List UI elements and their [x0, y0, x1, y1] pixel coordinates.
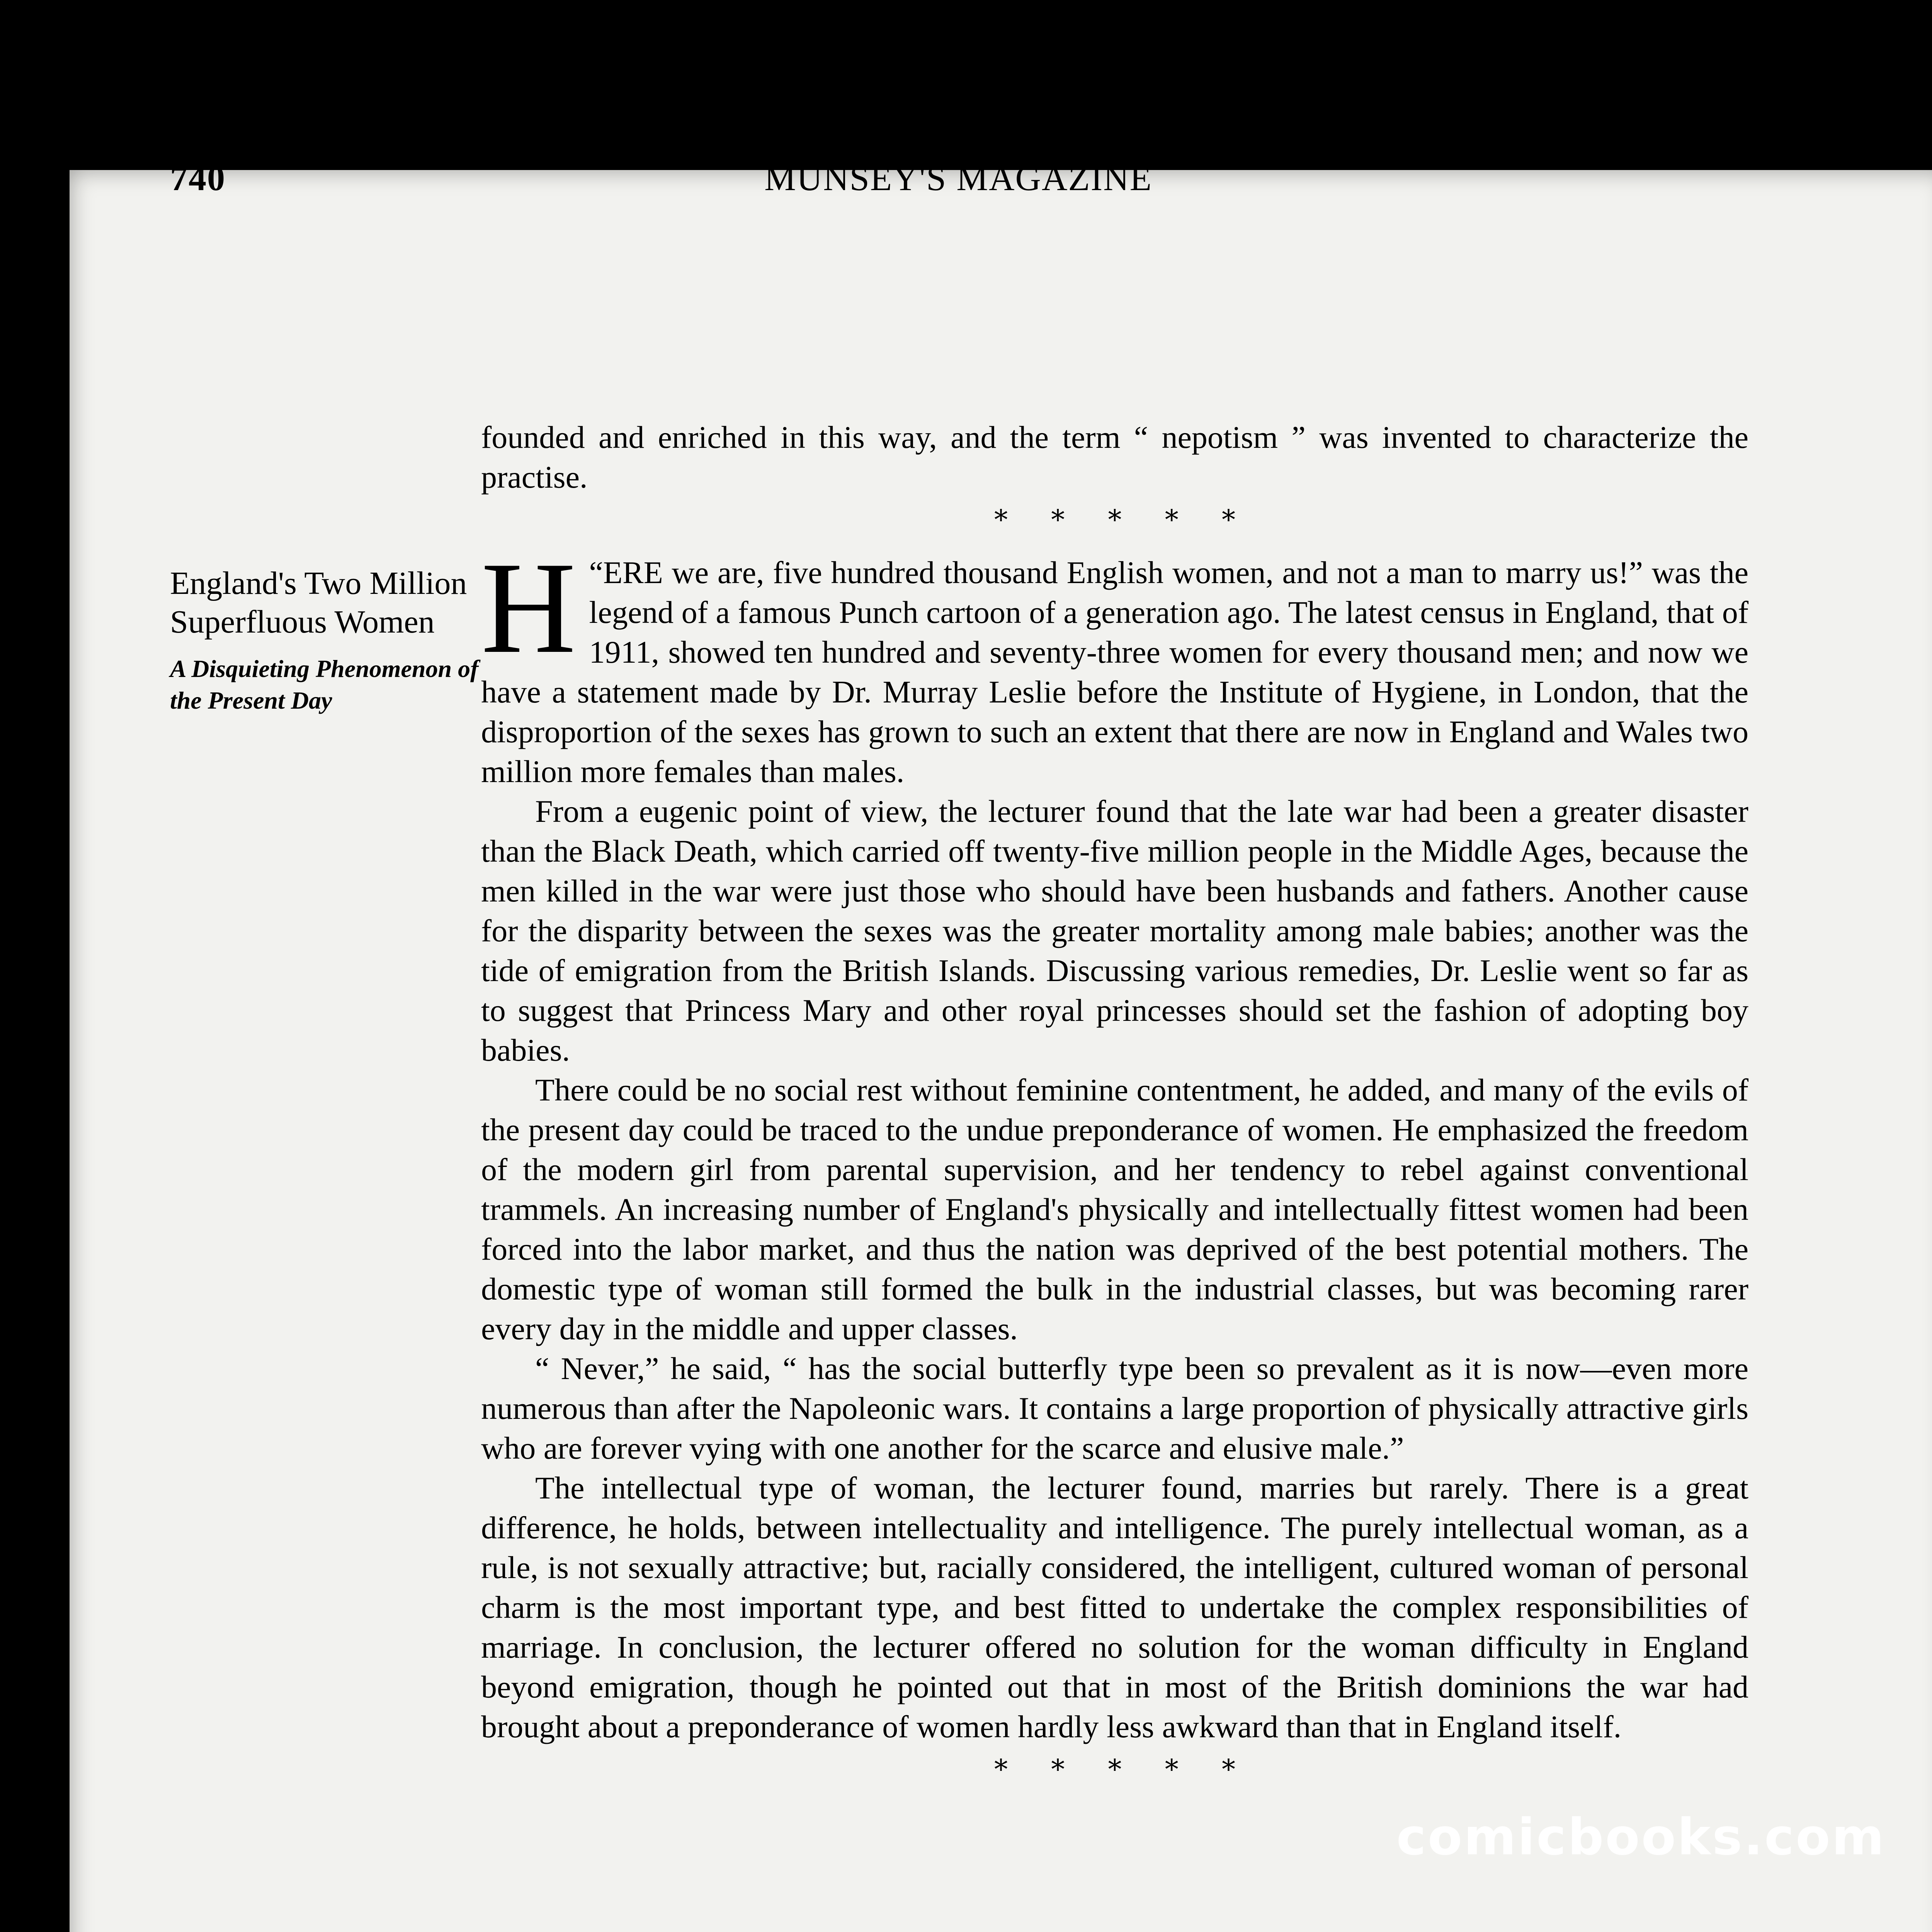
article1-paragraph-5: The intellectual type of woman, the lecturer found, marries but rarely. There is a great difference, he holds, between intellectuality and intelligence. The purely intellectual woman, as a rule, is not sexually attractive; but, racially considered, the intelligent, cultured woman of personal charm is the most important type, and best fitted to undertake the complex responsibilities of marriage. In conclusion, the lecturer offered no solution for the woman difficulty in England beyond emigration, though he pointed out that in most of the British dominions the war had brought about a preponderance of women hardly less awkward than that in England itself. [481, 1470, 1748, 1744]
watermark: comicbooks.com [1396, 1808, 1886, 1866]
article-england [481, 535, 1748, 1789]
sidenote-title: England's Two Million Superfluous Women [170, 565, 467, 640]
article1-paragraph-1: “ H ERE we are, five hundred thousand English women, and not a man to marry us!” was the legend of a famous Punch cartoon of a generation ago. The latest census in England, that of 1911, showed ten hundred and seventy-three women for every thousand men; and now we have a statement made by Dr. Murray Leslie before the Institute of Hygiene, in London, that the disproportion of the sexes has grown to such an extent that there are now in England and Wales two million more females than males. [481, 535, 1748, 789]
intro-paragraph: founded and enriched in this way, and the term “ nepotism ” was invented to characterize the practise. [481, 420, 1748, 495]
section-separator: * * * * * [994, 1753, 1235, 1785]
opening-quote: “ [589, 555, 603, 590]
page-number: 740 [170, 158, 226, 198]
page-header [170, 158, 1747, 204]
intro-column [481, 417, 1748, 540]
drop-cap: H [481, 535, 576, 680]
sidenote-subtitle: A Disquieting Phenomenon of the Present Day [170, 655, 479, 714]
article1-paragraph-4: “ Never,” he said, “ has the social butterfly type been so prevalent as it is now—even more numerous than after the Napoleonic wars. It contains a large proportion of physically attractive girls who are forever vying with one another for the scarce and elusive male.” [481, 1351, 1748, 1466]
running-title: MUNSEY'S MAGAZINE [764, 158, 1152, 198]
article1-paragraph-3: There could be no social rest without feminine contentment, he added, and many of the evils of the present day could be traced to the undue preponderance of women. He emphasized the freedom of the modern girl from parental supervision, and her tendency to rebel against conventional trammels. An increasing number of England's physically and intellectually fittest women had been forced into the labor market, and thus the nation was deprived of the best potential mothers. The domestic type of woman still formed the bulk in the industrial classes, but was becoming rarer every day in the middle and upper classes. [481, 1072, 1748, 1346]
section-separator: * * * * * [994, 504, 1235, 536]
article1-paragraph-2: From a eugenic point of view, the lecturer found that the late war had been a greater disaster than the Black Death, which carried off twenty-five million people in the Middle Ages, because the men killed in the war were just those who should have been husbands and fathers. Another cause for the disparity between the sexes was the greater mortality among male babies; another was the tide of emigration from the British Islands. Discussing various remedies, Dr. Leslie went so far as to suggest that Princess Mary and other royal princesses should set the fashion of adopting boy babies. [481, 794, 1748, 1068]
sidenote-england [170, 564, 487, 716]
